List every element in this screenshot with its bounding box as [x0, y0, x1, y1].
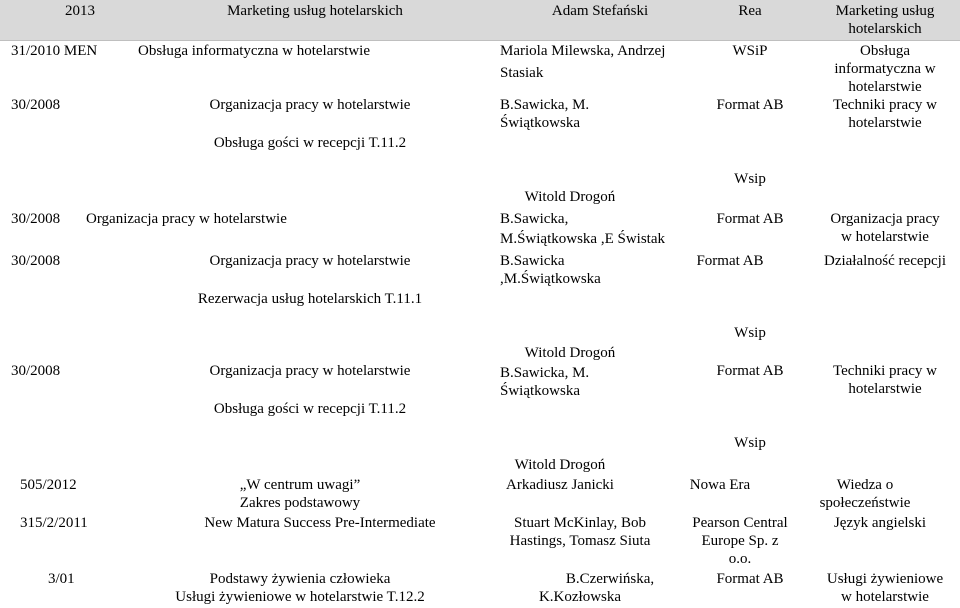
row-title: Organizacja pracy w hotelarstwie [209, 363, 411, 379]
row-publisher: Format AB [716, 97, 784, 113]
row-title: Rezerwacja usług hotelarskich T.11.1 [197, 291, 423, 307]
row-authors: B.Sawicka, M. [500, 365, 590, 381]
row-title: Organizacja pracy w hotelarstwie [86, 211, 287, 227]
row-authors: Hastings, Tomasz Siuta [509, 533, 651, 549]
row-number: 3/01 [48, 571, 75, 587]
row-publisher: Format AB [716, 363, 784, 379]
row-publisher: Format AB [696, 253, 764, 269]
row-publisher: Wsip [734, 171, 766, 187]
row-authors: B.Czerwińska, [565, 571, 655, 587]
row-subject: hotelarskich [848, 21, 922, 37]
row-authors: Witold Drogoń [524, 189, 616, 205]
row-authors: Stasiak [500, 65, 544, 81]
row-authors: Adam Stefański [551, 3, 649, 19]
row-publisher: Pearson Central [692, 515, 788, 531]
row-publisher: Nowa Era [689, 477, 751, 493]
row-subject: w hotelarstwie [841, 589, 929, 605]
row-title: Organizacja pracy w hotelarstwie [209, 97, 411, 113]
row-subject: Marketing usług [835, 3, 935, 19]
row-subject: hotelarstwie [848, 79, 922, 95]
row-subject: Techniki pracy w [833, 363, 937, 379]
row-authors: Witold Drogoń [514, 457, 606, 473]
row-publisher: Europe Sp. z [701, 533, 779, 549]
row-authors: Mariola Milewska, Andrzej [500, 43, 666, 59]
row-title: Marketing usług hotelarskich [227, 3, 403, 19]
row-authors: Stuart McKinlay, Bob [514, 515, 646, 531]
row-subject: Usługi żywieniowe [826, 571, 944, 587]
row-publisher: Wsip [734, 435, 766, 451]
row-publisher: Format AB [716, 211, 784, 227]
row-title: New Matura Success Pre-Intermediate [204, 515, 436, 531]
row-authors: Witold Drogoń [524, 345, 616, 361]
row-authors: K.Kozłowska [538, 589, 622, 605]
row-title: „W centrum uwagi” [239, 477, 361, 493]
row-publisher: o.o. [728, 551, 752, 567]
row-number: 2013 [65, 3, 95, 19]
row-authors: M.Świątkowska ,E Świstak [500, 231, 665, 247]
row-authors: B.Sawicka, [500, 211, 569, 227]
row-authors: ,M.Świątkowska [500, 271, 601, 287]
row-authors: Arkadiusz Janicki [506, 477, 614, 493]
row-authors: Świątkowska [500, 115, 580, 131]
row-subject: Organizacja pracy [830, 211, 940, 227]
row-number: 30/2008 [11, 253, 61, 269]
row-number: 30/2008 [11, 363, 61, 379]
row-number: 30/2008 [11, 211, 61, 227]
row-subject: Działalność recepcji [823, 253, 946, 269]
row-authors: B.Sawicka, M. [500, 97, 590, 113]
row-subject: informatyczna w [834, 61, 936, 77]
row-title: Organizacja pracy w hotelarstwie [209, 253, 411, 269]
row-authors: Świątkowska [500, 383, 580, 399]
row-number: 505/2012 [20, 477, 77, 493]
row-publisher: Wsip [734, 325, 766, 341]
row-subject: hotelarstwie [848, 381, 922, 397]
row-title: Zakres podstawowy [239, 495, 361, 511]
row-subject: Techniki pracy w [833, 97, 937, 113]
row-title: Obsługa gości w recepcji T.11.2 [213, 135, 407, 151]
row-publisher: Format AB [716, 571, 784, 587]
row-number: 30/2008 [11, 97, 61, 113]
row-subject: Język angielski [833, 515, 927, 531]
row-subject: Obsługa [860, 43, 910, 59]
row-number: 31/2010 MEN [11, 43, 98, 59]
row-publisher: WSiP [732, 43, 768, 59]
row-publisher: Rea [738, 3, 762, 19]
row-number: 315/2/2011 [20, 515, 88, 531]
row-title: Podstawy żywienia człowieka [209, 571, 391, 587]
row-subject: Wiedza o [836, 477, 894, 493]
row-subject: w hotelarstwie [841, 229, 929, 245]
row-title: Obsługa informatyczna w hotelarstwie [138, 43, 371, 59]
row-subject: hotelarstwie [848, 115, 922, 131]
row-authors: B.Sawicka [500, 253, 565, 269]
row-title: Obsługa gości w recepcji T.11.2 [213, 401, 407, 417]
row-subject: społeczeństwie [819, 495, 911, 511]
row-title: Usługi żywieniowe w hotelarstwie T.12.2 [175, 589, 425, 605]
